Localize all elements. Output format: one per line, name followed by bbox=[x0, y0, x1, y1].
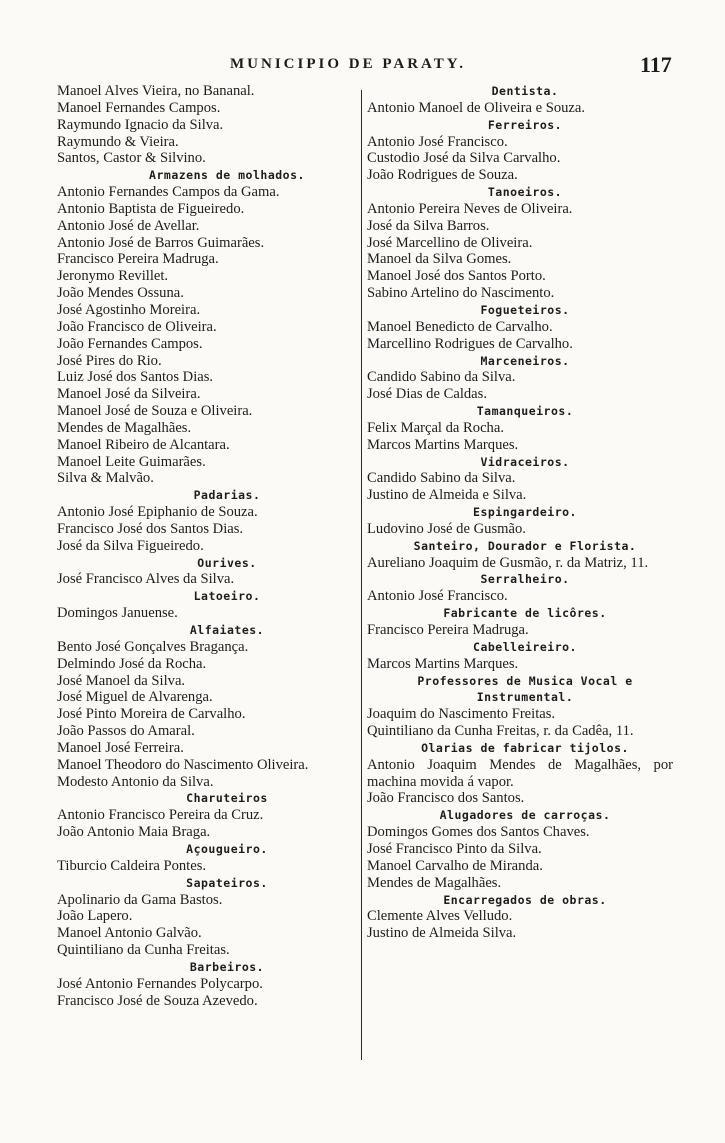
directory-entry: Antonio José de Avellar. bbox=[57, 217, 200, 234]
directory-entry: Manoel José Ferreira. bbox=[57, 739, 184, 756]
directory-entry: Candido Sabino da Silva. bbox=[367, 470, 516, 487]
directory-entry: João Rodrigues de Souza. bbox=[367, 167, 518, 184]
directory-entry: Manoel José de Souza e Oliveira. bbox=[57, 403, 253, 420]
directory-entry: Antonio Pereira Neves de Oliveira. bbox=[367, 200, 573, 217]
category-heading: Tamanqueiros. bbox=[476, 404, 574, 419]
directory-entry: Custodio José da Silva Carvalho. bbox=[367, 150, 561, 167]
directory-entry: Antonio José de Barros Guimarães. bbox=[57, 234, 265, 251]
category-heading: Charuteiros bbox=[186, 791, 268, 806]
directory-entry: Francisco Pereira Madruga. bbox=[367, 622, 529, 638]
directory-entry: Mendes de Magalhães. bbox=[57, 419, 192, 436]
directory-entry: Manoel Ribeiro de Alcantara. bbox=[57, 436, 230, 453]
right-column bbox=[367, 83, 673, 942]
directory-entry: Antonio Fernandes Campos da Gama. bbox=[57, 184, 280, 201]
directory-entry: Felix Marçal da Rocha. bbox=[367, 419, 504, 436]
directory-entry: Clemente Alves Velludo. bbox=[367, 908, 513, 925]
directory-entry: Manoel Leite Guimarães. bbox=[57, 453, 206, 470]
directory-entry: Antonio Joaquim Mendes de Magalhães, por machina movida á vapor. bbox=[367, 756, 673, 790]
running-title: MUNICIPIO DE PARATY. bbox=[230, 56, 466, 72]
category-heading: Sapateiros. bbox=[186, 875, 268, 890]
directory-entry: Justino de Almeida Silva. bbox=[367, 925, 517, 942]
directory-entry: Modesto Antonio da Silva. bbox=[57, 773, 214, 790]
page-number: 117 bbox=[640, 52, 672, 77]
directory-entry: Antonio José Francisco. bbox=[367, 588, 508, 605]
category-heading: Padarias. bbox=[193, 488, 261, 503]
directory-entry: Sabino Artelino do Nascimento. bbox=[367, 285, 555, 302]
category-heading: Barbeiros. bbox=[189, 959, 265, 974]
directory-entry: Domingos Januense. bbox=[57, 605, 178, 622]
category-heading: Olarias de fabricar tijolos. bbox=[421, 740, 629, 755]
directory-entry: José Manoel da Silva. bbox=[57, 672, 186, 689]
directory-entry: Manoel José dos Santos Porto. bbox=[367, 268, 546, 285]
category-heading: Tanoeiros. bbox=[487, 185, 563, 200]
directory-entry: José Francisco Alves da Silva. bbox=[57, 571, 235, 588]
directory-entry: Luiz José dos Santos Dias. bbox=[57, 369, 214, 386]
page-header bbox=[0, 52, 725, 82]
directory-entry: José Miguel de Alvarenga. bbox=[57, 689, 213, 706]
category-heading: Serralheiro. bbox=[480, 572, 570, 587]
category-heading: Fabricante de licôres. bbox=[443, 606, 607, 621]
directory-entry: Antonio Baptista de Figueiredo. bbox=[57, 200, 245, 217]
directory-entry: Justino de Almeida e Silva. bbox=[367, 487, 527, 504]
directory-entry: João Francisco de Oliveira. bbox=[57, 318, 217, 335]
directory-entry: Raymundo Ignacio da Silva. bbox=[57, 116, 224, 133]
directory-entry: Raymundo & Vieira. bbox=[57, 133, 179, 150]
directory-entry: Antonio José Epiphanio de Souza. bbox=[57, 504, 258, 521]
directory-entry: José Pinto Moreira de Carvalho. bbox=[57, 706, 246, 723]
directory-entry: Manoel Carvalho de Miranda. bbox=[367, 857, 543, 874]
category-heading: Vidraceiros. bbox=[480, 454, 570, 469]
category-heading: Ferreiros. bbox=[487, 117, 563, 132]
directory-entry: José Pires do Rio. bbox=[57, 352, 162, 369]
directory-entry: Bento José Gonçalves Bragança. bbox=[57, 638, 249, 655]
category-heading: Alugadores de carroças. bbox=[439, 808, 611, 823]
directory-entry: Manoel Antonio Galvão. bbox=[57, 925, 202, 942]
directory-entry: Antonio Francisco Pereira da Cruz. bbox=[57, 807, 264, 824]
category-heading: Encarregados de obras. bbox=[443, 892, 607, 907]
directory-entry: Santos, Castor & Silvino. bbox=[57, 150, 206, 167]
directory-entry: João Francisco dos Santos. bbox=[367, 790, 525, 807]
directory-entry: José Francisco Pinto da Silva. bbox=[367, 840, 542, 857]
category-heading: Marceneiros. bbox=[480, 353, 570, 368]
directory-entry: Aureliano Joaquim de Gusmão, r. da Matriz, 11. bbox=[367, 554, 649, 571]
directory-entry: Francisco José de Souza Azevedo. bbox=[57, 992, 258, 1009]
directory-entry: Manoel José da Silveira. bbox=[57, 386, 201, 403]
directory-entry: Domingos Gomes dos Santos Chaves. bbox=[367, 824, 590, 841]
directory-entry: João Fernandes Campos. bbox=[57, 335, 203, 352]
directory-entry: Manoel Theodoro do Nascimento Oliveira. bbox=[57, 756, 309, 773]
directory-entry: Francisco Pereira Madruga. bbox=[57, 251, 219, 268]
directory-entry: Manoel da Silva Gomes. bbox=[367, 251, 512, 268]
category-heading: Cabelleireiro. bbox=[473, 639, 577, 654]
category-heading: Espingardeiro. bbox=[473, 505, 577, 520]
directory-entry: Tiburcio Caldeira Pontes. bbox=[57, 857, 207, 874]
category-heading: Latoeiro. bbox=[193, 589, 261, 604]
directory-entry: José da Silva Figueiredo. bbox=[57, 537, 204, 554]
directory-entry: José Dias de Caldas. bbox=[367, 386, 487, 403]
category-heading: Alfaiates. bbox=[189, 623, 265, 637]
directory-entry: José da Silva Barros. bbox=[367, 217, 490, 234]
category-heading: Açougueiro. bbox=[186, 841, 268, 856]
directory-entry: Antonio José Francisco. bbox=[367, 133, 508, 150]
directory-entry: Marcos Martins Marques. bbox=[367, 436, 519, 453]
category-heading: Armazens de molhados. bbox=[149, 168, 305, 183]
category-heading: Santeiro, Dourador e Florista. bbox=[413, 538, 637, 553]
directory-entry: Silva & Malvão. bbox=[57, 470, 154, 487]
directory-entry: Joaquim do Nascimento Freitas. bbox=[367, 706, 556, 723]
directory-entry: Jeronymo Revillet. bbox=[57, 268, 169, 285]
directory-entry: José Antonio Fernandes Polycarpo. bbox=[57, 975, 263, 992]
directory-entry: Apolinario da Gama Bastos. bbox=[57, 891, 223, 908]
directory-entry: Marcos Martins Marques. bbox=[367, 655, 519, 672]
directory-entry: Francisco José dos Santos Dias. bbox=[57, 520, 244, 537]
directory-entry: João Lapero. bbox=[57, 908, 133, 925]
directory-entry: Ludovino José de Gusmão. bbox=[367, 520, 526, 537]
directory-entry: João Antonio Maia Braga. bbox=[57, 824, 211, 841]
column-divider bbox=[361, 90, 362, 1060]
left-column bbox=[57, 83, 357, 1009]
directory-entry: Antonio Manoel de Oliveira e Souza. bbox=[367, 99, 586, 116]
directory-entry: Marcellino Rodrigues de Carvalho. bbox=[367, 335, 573, 352]
directory-entry: Quintiliano da Cunha Freitas, r. da Cadêa, 11. bbox=[367, 723, 634, 740]
directory-entry: José Agostinho Moreira. bbox=[57, 301, 201, 318]
category-heading: Ourives. bbox=[197, 555, 257, 570]
directory-entry: Mendes de Magalhães. bbox=[367, 874, 502, 891]
category-heading: Fogueteiros. bbox=[480, 302, 570, 317]
directory-entry: João Mendes Ossuna. bbox=[57, 285, 184, 302]
directory-entry: Manoel Benedicto de Carvalho. bbox=[367, 318, 553, 335]
directory-entry: José Marcellino de Oliveira. bbox=[367, 234, 533, 251]
directory-entry: Delmindo José da Rocha. bbox=[57, 655, 207, 672]
directory-entry: Manoel Fernandes Campos. bbox=[57, 99, 221, 116]
category-heading: Professores de Musica Vocal e Instrumental. bbox=[417, 673, 633, 705]
directory-entry: Quintiliano da Cunha Freitas. bbox=[57, 942, 230, 959]
directory-entry: Manoel Alves Vieira, no Bananal. bbox=[57, 83, 255, 99]
directory-entry: João Passos do Amaral. bbox=[57, 723, 195, 740]
category-heading: Dentista. bbox=[491, 84, 559, 98]
directory-entry: Candido Sabino da Silva. bbox=[367, 369, 516, 386]
